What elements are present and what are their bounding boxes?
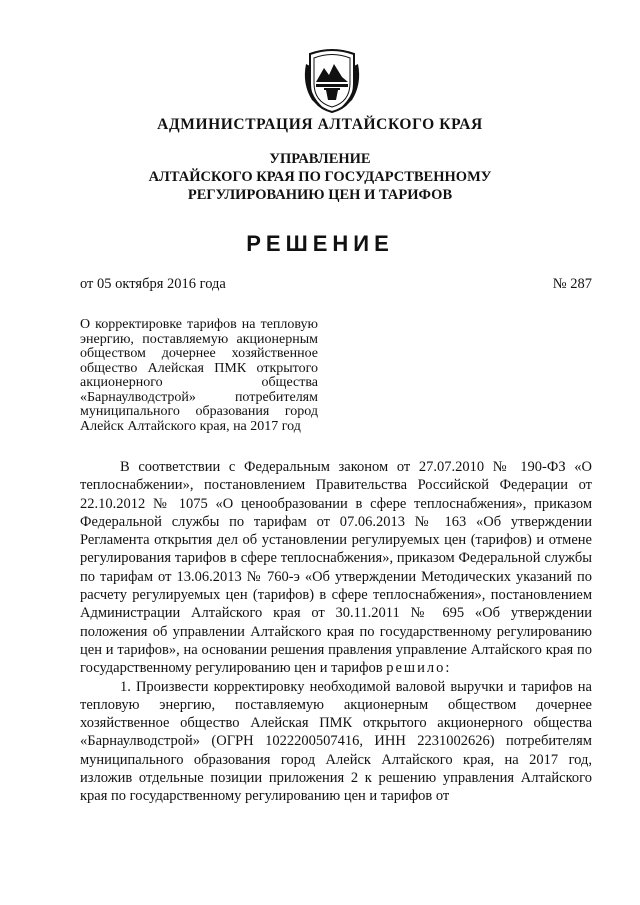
body-paragraph bbox=[80, 458, 592, 678]
department-line: АЛТАЙСКОГО КРАЯ ПО ГОСУДАРСТВЕННОМУ bbox=[148, 169, 492, 185]
department-line: РЕГУЛИРОВАНИЮ ЦЕН И ТАРИФОВ bbox=[187, 187, 453, 203]
altai-krai-coat-of-arms-icon bbox=[296, 44, 368, 116]
department-heading bbox=[0, 150, 640, 204]
document-date: от 05 октября 2016 года bbox=[80, 276, 226, 292]
department-line: УПРАВЛЕНИЕ bbox=[269, 151, 371, 167]
body-paragraph: 1. Произвести корректировку необходимой валовой выручки и тарифов на тепловую энергию, поставляемую акционерным обществом дочернее хозяйственное общество Алейская ПМК открытого акционерного общества «Барнаулводстрой» (ОГРН 1022200507416, ИНН 2231002626) потребителям муниципального образования город Алейск Алтайского края, на 2017 год, изложив отдельные позиции приложения 2 к решению управления Алтайского края по государственному регулированию цен и тарифов от bbox=[80, 678, 592, 805]
document-body bbox=[80, 458, 592, 806]
decision-word: решило: bbox=[386, 660, 452, 677]
document-subject: О корректировке тарифов на тепловую энергию, поставляемую акционерным обществом дочернее хозяйственное общество Алейская ПМК открытого акционерного общества «Барнаулводстрой» потребителям муниципального образования город Алейск Алтайского края, на 2017 год bbox=[80, 317, 318, 434]
document-number: № 287 bbox=[552, 276, 592, 292]
administration-heading: АДМИНИСТРАЦИЯ АЛТАЙСКОГО КРАЯ bbox=[157, 116, 483, 133]
document-title: РЕШЕНИЕ bbox=[246, 231, 394, 256]
paragraph-text: В соответствии с Федеральным законом от 27.07.2010 № 190-ФЗ «О теплоснабжении», постановлением Правительства Российской Федерации от 22.10.2012 № 1075 «О ценообразовании в сфере теплоснабжения», приказом Федеральной службы по тарифам от 07.06.2013 № 163 «Об утверждении Регламента открытия дел об установлении регулируемых цен (тарифов) и отмене регулирования тарифов в сфере теплоснабжения», приказом Федеральной службы по тарифам от 13.06.2013 № 760-э «Об утверждении Методических указаний по расчету регулируемых цен (тарифов) в сфере теплоснабжения», постановлением Администрации Алтайского края от 30.11.2011 № 695 «Об утверждении положения об управлении Алтайского края по государственному регулированию цен и тарифов», на основании решения правления управление Алтайского края по государственному регулированию цен и тарифов bbox=[80, 459, 592, 677]
